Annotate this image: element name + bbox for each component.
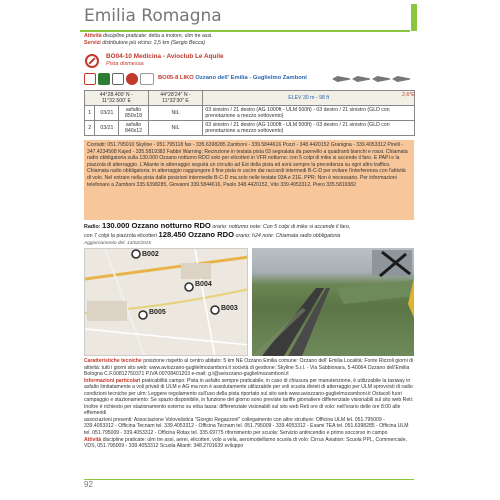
phone-icon bbox=[98, 73, 110, 85]
map-label-bo05: B005 bbox=[149, 309, 166, 316]
flag-icon bbox=[140, 73, 154, 85]
elevation: ELEV 30 m - 98 ft bbox=[203, 91, 415, 106]
closed-field-name: BO04-10 Medicina - Avioclub Le Aquile bbox=[106, 53, 224, 60]
glider-icon bbox=[372, 76, 390, 82]
fuel-icon bbox=[126, 73, 138, 85]
field-header bbox=[84, 73, 414, 87]
tech-info: Caratteristiche tecniche posizione rispetto al centro abitato: 5 km NE Ozzano Emilia comune: Ozzano dell' Emilia Località: Fonte Rizzoli giorni di attività: tutti i giorni sito web: www.aviozzano-guglielmozamboni.it società di gestione: Skyline S.r.l. - Via Sabbionara, 5-40064 Ozzano dell'Emilia Bologna C.F.00812750371 P.IVA 00708401203 e-mail: g.t@aviozzano-guglielmozamboni.it bbox=[84, 358, 414, 378]
update-date: Aggiornamento del: 13/02/2015 bbox=[84, 241, 151, 246]
map-graphic bbox=[85, 249, 248, 356]
contacts-box: Contatti: 051.795010 Skyline - 051.795118 fax - 335.6398285 Zamboni - 339.5844616 Pozzi - 348.4420152 Granigna - 339.4053312 Pirelli - 347.4234568 Kajed - 335.5819382 Fabbri Warning: Recinzione in testata pista 03 segnalata da pannello a quadranti bianchi e rossi. Chiamata radio obbligatoria sulla 130.000 Ozzano notturno RDO solo per elicotteri in VFR notturno: con 5 colpi di mike si accende il faro. E PAPI e la piazzola di atterraggio. L'Aliante in atterraggio seguirà un circuito ad Est della pista ed avrà sempre la precedenza su ogni altro traffico. Chiamata radio obbligatoria: in atterraggio raggiungere il fine pista in uscire dai raccordi intermedi B-C-D per evitare l'interferenza con l'attività di volo. Nel entrare nella pista dalle posizioni intermedie B-C-D ma solo nelle testate 03A e 21E. PPR: Non è necessario. Per informazioni telefonare a Zamboni 335.6398285, Giovanni 339.5844616, Paolo 348.4420152, Vito 339.4053312, Piero 335.5819382 bbox=[84, 140, 414, 220]
plane-icon bbox=[332, 76, 350, 82]
activity-info: Attività discipline praticate: ulm tre assi, aerei, elicotteri, volo a vela, aeromodellismo scuola di volo: Cirrus Aviation: Scuola PPL, Commerciale, VDS, 051.795009 - 339.4053312 Scuola Alianti: 348.2701639 sviluppo bbox=[84, 436, 407, 450]
top-section bbox=[84, 33, 414, 47]
region-tab-marker bbox=[411, 4, 417, 31]
restaurant-icon bbox=[84, 73, 96, 85]
map-label-bo03: B003 bbox=[221, 305, 238, 312]
runway-row-1: 1 03/21 asfalto 850x18 NIL 03 sinistro / 21 destro (AG 1000ft - ULM 500ft) - 03 destro / 21 sinistro (GLD con prenotazione a mezzo sottovento) bbox=[85, 106, 415, 121]
details-text bbox=[84, 358, 414, 450]
map-label-bo04: B004 bbox=[195, 281, 212, 288]
aerial-photo bbox=[252, 248, 414, 356]
special-info: Informazioni particolari praticabilità campo: Pista in asfalto sempre praticabile, in caso di chiusura per manutenzione, è utilizzabile la taxiway in asfalto limitatamente a voli privati di ULM e AG ma non è assolutamente utilizzabile per voli scuola divieti di atterraggio per ULM sprovvisti di radio condizioni tecniche per ulm: Leggere regolamento sull'uso della pista riportato sul sito web www.aviozzano-guglielmozamboni.it Ostacoli fuori campaggio e stazionamento: Se spazio disponibile, in funzione del giorno sono previste tariffe giornaliere differenziate visionabili sul sito web Reti: Inoltre è richiesto per stazionamento esterno su erba tassa: differenziate visionabili sul sito web Reti ore di volo: nell'orario delle ore 8:00 alle effemeridi bbox=[84, 377, 414, 417]
coords-row bbox=[85, 91, 415, 106]
activity-line: Attività discipline praticate: delta a motore, ulm tre assi. bbox=[84, 33, 213, 39]
field-title: BO05-8 LIKO Ozzano dell' Emilia - Guglielmo Zamboni bbox=[158, 75, 307, 81]
services-line: Servizi distributore più vicino: 2,5 km (Sergio Becca) bbox=[84, 40, 206, 46]
associations-info: associazioni presenti: Associazione Volovelistica "Giorgio Regazzoni" collegamento con altre strutture: Officina ULM tel. 051.795009 - 339.4053312 - Officina Tecnam tel. 339.4053312 - Officina Tecnam tel. 051.795009 - 339.4053312 - Esami TEA tel. 051.6398285 - Officina ULM tel. 051.795009 - 339.4053312 - Officina Rotax tel. 335.69775 rifornimento per scuola: Servizio antincendio e primo soccorso in campo bbox=[84, 416, 409, 437]
helicopter-icon bbox=[392, 76, 410, 82]
closed-field-row bbox=[84, 52, 414, 72]
mail-icon bbox=[112, 73, 124, 85]
magnetic-variation: 2,6°E bbox=[402, 92, 415, 98]
location-map bbox=[84, 248, 248, 356]
runway-table bbox=[84, 90, 415, 136]
page-title: Emilia Romagna bbox=[84, 6, 222, 26]
page-number: 92 bbox=[84, 480, 93, 489]
no-entry-icon bbox=[85, 54, 99, 68]
coords-decimal: 44°28.400' N - 11°32.500' E bbox=[85, 91, 149, 106]
footer-divider bbox=[84, 479, 414, 480]
map-label-bo02: B002 bbox=[142, 251, 159, 258]
runway-row-2: 2 03/21 asfalto 840x12 NIL 03 sinistro / 21 destro (AG 1000ft - ULM 500ft) - 03 destro / 21 sinistro (GLD con prenotazione a mezzo sottovento) bbox=[85, 121, 415, 136]
coords-dms: 44°28'24" N - 11°32'30" E bbox=[148, 91, 203, 106]
aerial-photo-graphic bbox=[252, 248, 414, 356]
ulm-icon bbox=[352, 76, 370, 82]
closed-field-status: Pista dismessa bbox=[106, 61, 144, 67]
radio-section: Radio: 130.000 Ozzano notturno RDO orario: notturno note: Con 5 colpi di mike si accende il faro, con 7 colpi la piazzola elicotteri 128.450 Ozzano RDO orario: h24 note: Chiamata radio obbligatoria bbox=[84, 221, 351, 239]
